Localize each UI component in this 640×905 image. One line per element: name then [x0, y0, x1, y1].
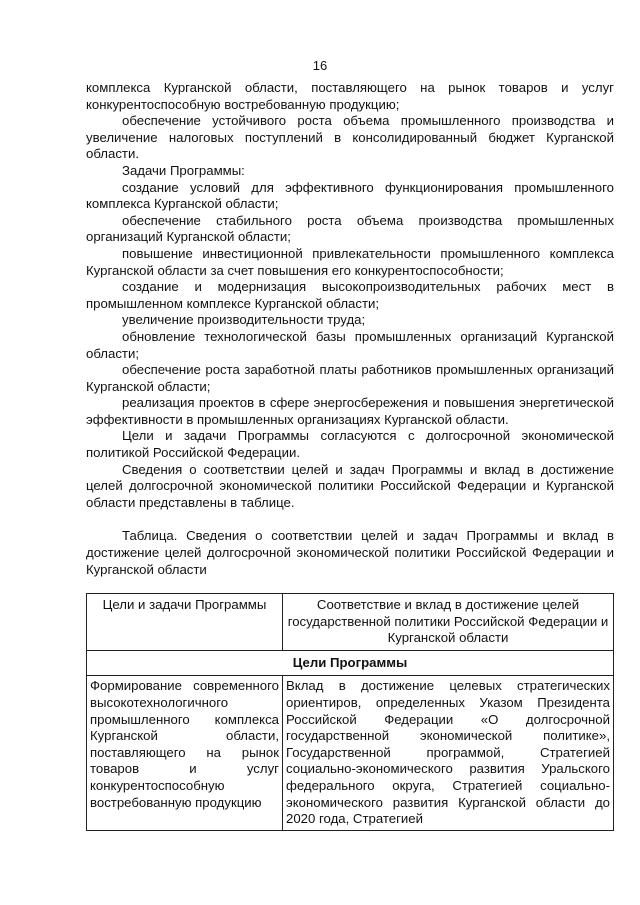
table-section-row: [87, 650, 614, 676]
table-section-title: Цели Программы: [87, 650, 614, 676]
paragraph: обеспечение устойчивого роста объема промышленного производства и увеличение налоговых поступлений в консолидированный бюджет Курганской области.: [86, 113, 614, 162]
list-item: обновление технологической базы промышленных организаций Курганской области;: [86, 328, 614, 361]
table-cell: Вклад в достижение целевых стратегических ориентиров, определенных Указом Президента Российской Федерации «О долгосрочной государственной экономической политике», Государственной программой, Стратегией социально-экономического развития Уральского федерального округа, Стратегией социально-экономического развития Курганской области до 2020 года, Стратегией: [283, 676, 614, 830]
section-heading: Задачи Программы:: [122, 162, 245, 178]
paragraph: Цели и задачи Программы согласуются с долгосрочной экономической политикой Российской Федерации.: [86, 428, 614, 461]
list-item: обеспечение роста заработной платы работников промышленных организаций Курганской области;: [86, 362, 614, 394]
list-item: реализация проектов в сфере энергосбережения и повышения энергетической эффективности в промышленных организациях Курганской области.: [86, 395, 614, 427]
paragraph: комплекса Курганской области, поставляющего на рынок товаров и услуг конкурентоспособную востребованную продукцию;: [86, 80, 614, 112]
list-item: обеспечение стабильного роста объема производства промышленных организаций Курганской области;: [86, 212, 614, 245]
list-item: создание условий для эффективного функционирования промышленного комплекса Курганской области;: [86, 179, 614, 212]
table-header-row: [87, 594, 614, 651]
table-header-cell: Цели и задачи Программы: [87, 594, 283, 651]
table-caption: Таблица. Сведения о соответствии целей и задач Программы и вклад в достижение целей долгосрочной экономической политики Российской Федерации и Курганской области: [86, 528, 614, 577]
list-item: создание и модернизация высокопроизводительных рабочих мест в промышленном комплексе Курганской области;: [86, 279, 614, 311]
paragraph: Сведения о соответствии целей и задач Программы и вклад в достижение целей долгосрочной экономической политики Российской Федерации и Курганской области представлены в таблице.: [86, 461, 614, 510]
table-row: [87, 676, 614, 830]
body-text: [86, 80, 614, 578]
table-cell: Формирование современного высокотехнологичного промышленного комплекса Курганской области, поставляющего на рынок товаров и услуг конкурентоспособную востребованную продукцию: [87, 676, 283, 830]
page-number: 16: [312, 58, 328, 73]
list-item: повышение инвестиционной привлекательности промышленного комплекса Курганской области за счет повышения его конкурентоспособности;: [86, 245, 614, 278]
table-header-cell: Соответствие и вклад в достижение целей государственной политики Российской Федерации и Курганской области: [283, 594, 614, 651]
list-item: увеличение производительности труда;: [122, 312, 366, 328]
goals-table: [86, 593, 614, 831]
